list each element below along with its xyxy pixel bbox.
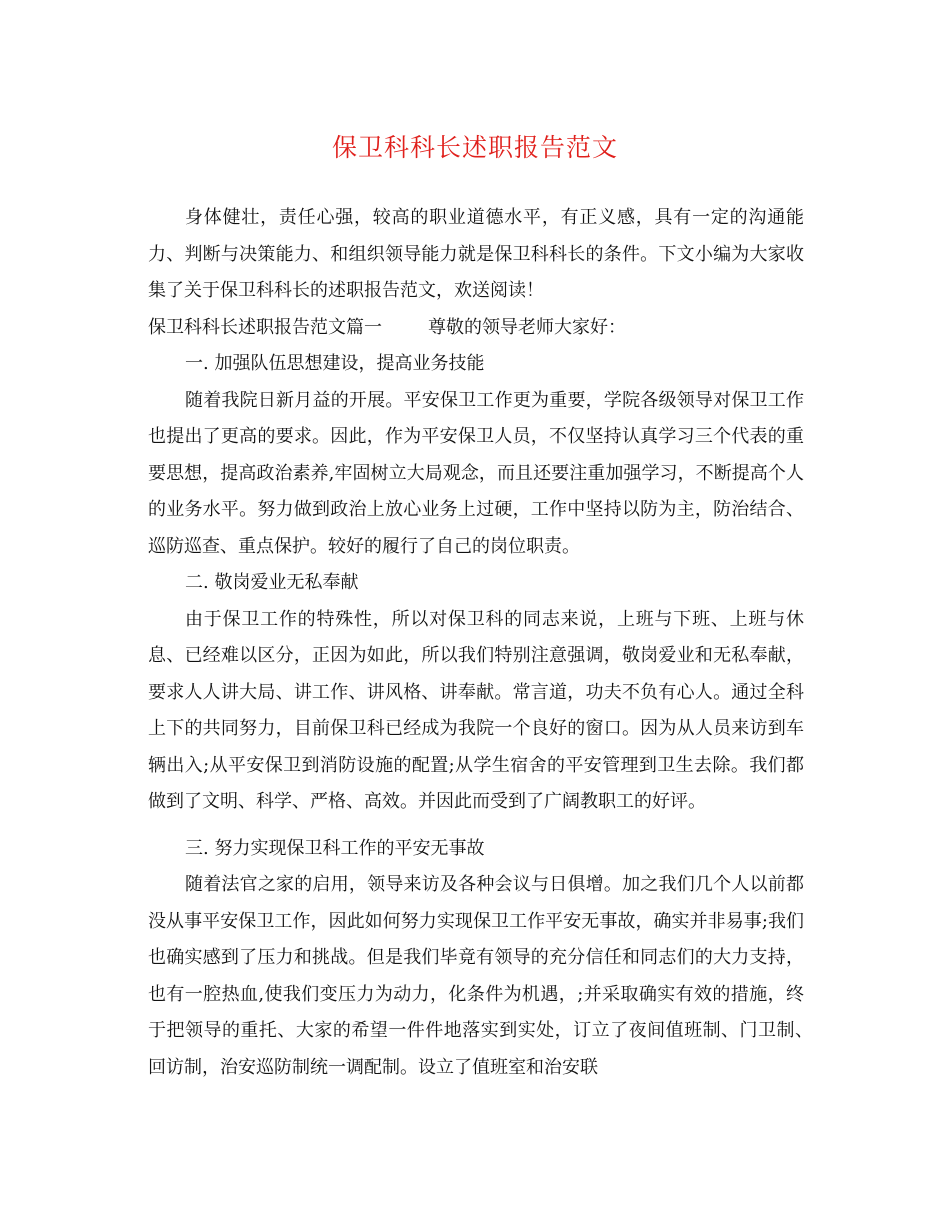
section-spacer [148, 821, 804, 831]
section-heading: 三. 努力实现保卫科工作的平安无事故 [185, 837, 485, 859]
subtitle-line [148, 310, 804, 347]
section-body: 由于保卫工作的特殊性，所以对保卫科的同志来说，上班与下班、上班与休息、已经难以区分，正因为如此，所以我们特别注意强调，敬岗爱业和无私奉献，要求人人讲大局、讲工作、讲风格、讲奉献。常言道，功夫不负有心人。通过全科上下的共同努力，目前保卫科已经成为我院一个良好的窗口。因为从人员来访到车辆出入;从平安保卫到消防设施的配置;从学生宿舍的平安管理到卫生去除。我们都做到了文明、科学、严格、高效。并因此而受到了广阔教职工的好评。 [148, 608, 804, 812]
section-body: 随着我院日新月益的开展。平安保卫工作更为重要，学院各级领导对保卫工作也提出了更高的要求。因此，作为平安保卫人员，不仅坚持认真学习三个代表的重要思想，提高政治素养,牢固树立大局观念，而且还要注重加强学习，不断提高个人的业务水平。努力做到政治上放心业务上过硬，工作中坚持以防为主，防治结合、巡防巡查、重点保护。较好的履行了自己的岗位职责。 [148, 389, 804, 557]
report-subtitle: 保卫科科长述职报告范文篇一 [148, 316, 382, 338]
document-body [148, 200, 822, 1086]
section-heading: 二. 敬岗爱业无私奉献 [185, 572, 359, 593]
greeting: 尊敬的领导老师大家好： [428, 316, 626, 338]
intro-paragraph: 身体健壮，责任心强，较高的职业道德水平，有正义感，具有一定的沟通能力、判断与决策能力、和组织领导能力就是保卫科科长的条件。下文小编为大家收集了关于保卫科科长的述职报告范文，欢送阅读！ [148, 207, 804, 301]
section-heading: 一. 加强队伍思想建设，提高业务技能 [185, 353, 485, 374]
section-body: 随着法官之家的启用，领导来访及各种会议与日俱增。加之我们几个人以前都没从事平安保卫工作，因此如何努力实现保卫工作平安无事故，确实并非易事;我们也确实感到了压力和挑战。但是我们毕竟有领导的充分信任和同志们的大力支持，也有一腔热血,使我们变压力为动力，化条件为机遇，;并采取确实有效的措施，终于把领导的重托、大家的希望一件件地落实到实处，订立了夜间值班制、门卫制、 回访制，治安巡防制统一调配制。设立了值班室和治安联 [148, 874, 822, 1078]
document-title: 保卫科科长述职报告范文 [331, 133, 618, 162]
